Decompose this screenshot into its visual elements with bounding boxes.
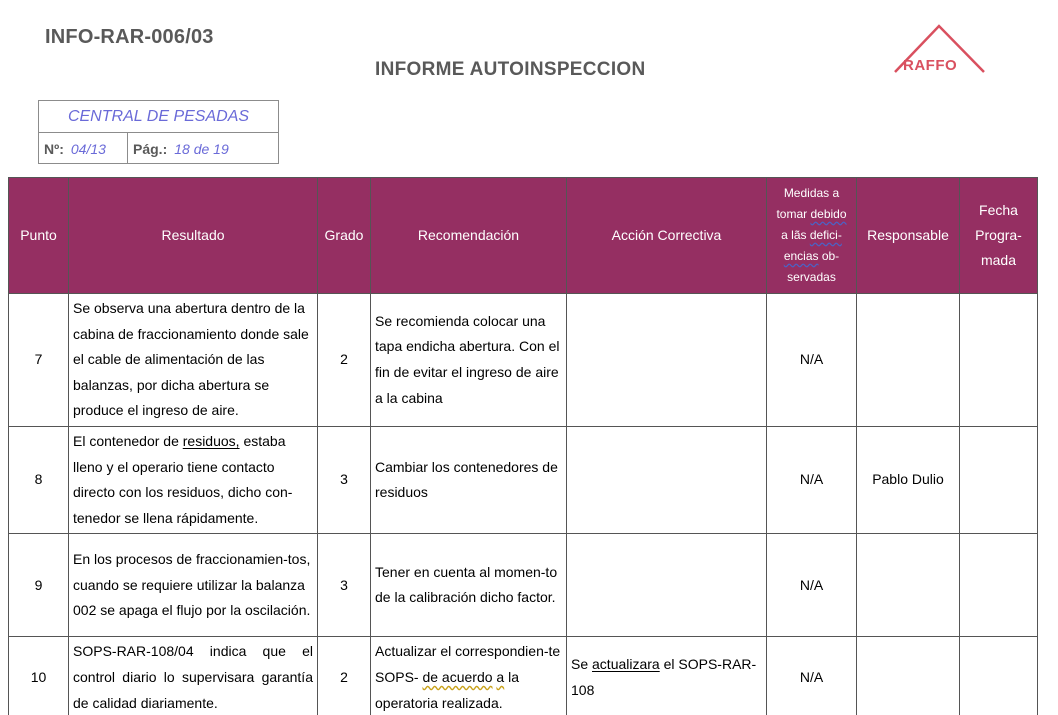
area-field [39,101,278,133]
cell-grado: 3 [318,427,371,534]
cell-medidas: N/A [767,294,857,427]
cell-punto: 10 [9,637,69,715]
cell-accion-correctiva: Se actualizara el SOPS-RAR-108 [567,637,767,715]
report-number-value: 04/13 [70,140,106,157]
document-code: INFO-RAR-006/03 [45,26,214,48]
cell-grado: 2 [318,637,371,715]
raffo-logo [891,24,991,76]
cell-recomendacion: Tener en cuenta al momen-to de la calibración dicho factor. [371,534,567,637]
cell-resultado: Se observa una abertura dentro de la cabina de fraccionamiento donde sale el cable de alimentación de las balanzas, por dicha abertura se produce el ingreso de aire. [69,294,318,427]
cell-resultado: El contenedor de residuos, estaba lleno y el operario tiene contacto directo con los residuos, dicho con-tenedor se llena rápidamente. [69,427,318,534]
cell-resultado: En los procesos de fraccionamien-tos, cuando se requiere utilizar la balanza 002 se apaga el flujo por la oscilación. [69,534,318,637]
cell-recomendacion: Se recomienda colocar una tapa endicha abertura. Con el fin de evitar el ingreso de aire a la cabina [371,294,567,427]
cell-responsable: Pablo Dulio [857,427,960,534]
header-recomendacion: Recomendación [371,178,567,294]
cell-accion-correctiva [567,294,767,427]
area-name: CENTRAL DE PESADAS [67,107,250,125]
header-punto: Punto [9,178,69,294]
cell-grado: 2 [318,294,371,427]
logo-text: RAFFO [903,57,958,74]
header-resultado: Resultado [69,178,318,294]
cell-responsable [857,534,960,637]
inspection-table [8,177,1038,715]
header-fecha-programada: Fecha Progra-mada [960,178,1038,294]
cell-recomendacion: Actualizar el correspondien-te SOPS- de acuerdo a la operatoria realizada. [371,637,567,715]
cell-grado: 3 [318,534,371,637]
cell-fecha [960,427,1038,534]
cell-fecha [960,637,1038,715]
cell-accion-correctiva [567,534,767,637]
cell-medidas: N/A [767,427,857,534]
table-row [9,294,1038,427]
page-label: Pág.: [133,140,168,157]
report-number-label: Nº: [44,140,64,157]
cell-fecha [960,534,1038,637]
header-accion-correctiva: Acción Correctiva [567,178,767,294]
page-field [128,133,229,164]
cell-responsable [857,637,960,715]
cell-medidas: N/A [767,637,857,715]
cell-punto: 7 [9,294,69,427]
table-row [9,427,1038,534]
table-header-row [9,178,1038,294]
report-number-field [39,133,128,164]
cell-recomendacion: Cambiar los contenedores de residuos [371,427,567,534]
cell-responsable [857,294,960,427]
header-medidas: Medidas a tomar debido a lãs defici- encias ob- servadas [767,178,857,294]
cell-medidas: N/A [767,534,857,637]
page-value: 18 de 19 [174,140,229,157]
table-row [9,534,1038,637]
cell-punto: 8 [9,427,69,534]
cell-resultado: SOPS-RAR-108/04 indica que el control diario lo supervisara garantía de calidad diariamente. [69,637,318,715]
header-grado: Grado [318,178,371,294]
header-responsable: Responsable [857,178,960,294]
info-box [38,100,279,164]
cell-fecha [960,294,1038,427]
table-row [9,637,1038,715]
cell-accion-correctiva [567,427,767,534]
cell-punto: 9 [9,534,69,637]
document-title: INFORME AUTOINSPECCION [375,59,646,80]
